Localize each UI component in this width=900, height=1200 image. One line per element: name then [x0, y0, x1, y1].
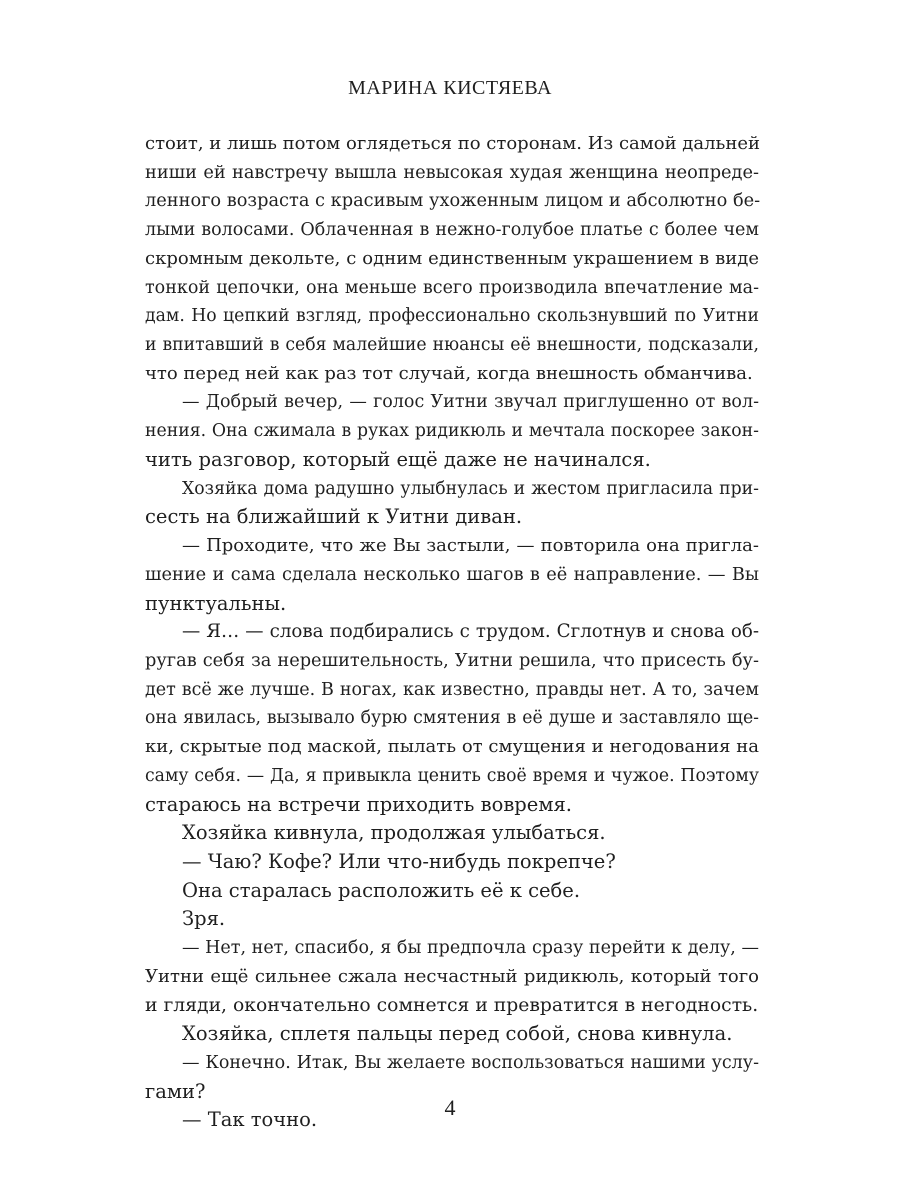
text-line: Хозяйка кивнула, продолжая улыбаться.: [182, 821, 606, 845]
text-line: и гляди, окончательно сомнется и превратится в негодность.: [145, 994, 759, 1016]
text-line: — Проходите, что же Вы застыли, — повторила она пригла-: [182, 535, 759, 557]
text-line: дет всё же лучше. В ногах, как известно, правды нет. А то, зачем: [145, 679, 759, 700]
text-line: чить разговор, который ещё даже не начинался.: [145, 447, 651, 471]
text-line: стараюсь на встречи приходить вовремя.: [145, 792, 572, 816]
text-line: — Конечно. Итак, Вы желаете воспользоваться нашими услу-: [182, 1053, 759, 1073]
text-line: — Я… — слова подбирались с трудом. Сглотнув и снова об-: [182, 621, 759, 643]
text-line: ки, скрытые под маской, пылать от смущения и негодования на: [145, 736, 759, 758]
text-line: ругав себя за нерешительность, Уитни решила, что присесть бу-: [145, 650, 759, 671]
text-line: стоит, и лишь потом оглядеться по сторонам. Из самой дальней: [145, 133, 761, 154]
text-line: — Добрый вечер, — голос Уитни звучал приглушенно от вол-: [182, 392, 759, 413]
text-line: — Чаю? Кофе? Или что-нибудь покрепче?: [182, 849, 616, 873]
text-line: Хозяйка, сплетя пальцы перед собой, снова кивнула.: [182, 1022, 733, 1046]
text-line: дам. Но цепкий взгляд, профессионально скользнувший по Уитни: [145, 306, 759, 327]
text-line: скромным декольте, с одним единственным украшением в виде: [145, 247, 759, 269]
text-line: пунктуальны.: [145, 591, 287, 615]
text-line: Зря.: [182, 907, 226, 931]
text-line: она явилась, вызывало бурю смятения в её душе и заставляло ще-: [145, 708, 759, 729]
text-line: — Нет, нет, спасибо, я бы предпочла сразу перейти к делу, —: [182, 938, 759, 959]
text-line: что перед ней как раз тот случай, когда внешность обманчива.: [145, 362, 753, 384]
text-line: нения. Она сжимала в руках ридикюль и мечтала поскорее закон-: [145, 421, 759, 442]
text-line: Уитни ещё сильнее сжала несчастный ридикюль, который того: [145, 965, 759, 987]
text-line: сесть на ближайший к Уитни диван.: [145, 505, 523, 529]
text-line: шение и сама сделала несколько шагов в её направление. — Вы: [145, 564, 759, 585]
text-line: Она старалась расположить её к себе.: [182, 878, 581, 902]
text-line: ниши ей навстречу вышла невысокая худая женщина неопреде-: [145, 162, 759, 183]
text-line: Хозяйка дома радушно улыбнулась и жестом пригласила при-: [182, 478, 759, 499]
text-line: — Так точно.: [182, 1108, 318, 1132]
text-line: лыми волосами. Облаченная в нежно-голубое платье с более чем: [145, 220, 759, 241]
text-line: и впитавший в себя малейшие нюансы её внешности, подсказали,: [145, 335, 759, 356]
text-line: гами?: [145, 1079, 206, 1103]
text-line: тонкой цепочки, она меньше всего производила впечатление ма-: [145, 277, 759, 298]
text-line: саму себя. — Да, я привыкла ценить своё время и чужое. Поэтому: [145, 765, 759, 786]
body-text: [145, 130, 759, 1135]
page-number: 4: [444, 1095, 456, 1120]
running-head: МАРИНА КИСТЯЕВА: [348, 77, 552, 99]
text-line: ленного возраста с красивым ухоженным лицом и абсолютно бе-: [145, 191, 761, 212]
